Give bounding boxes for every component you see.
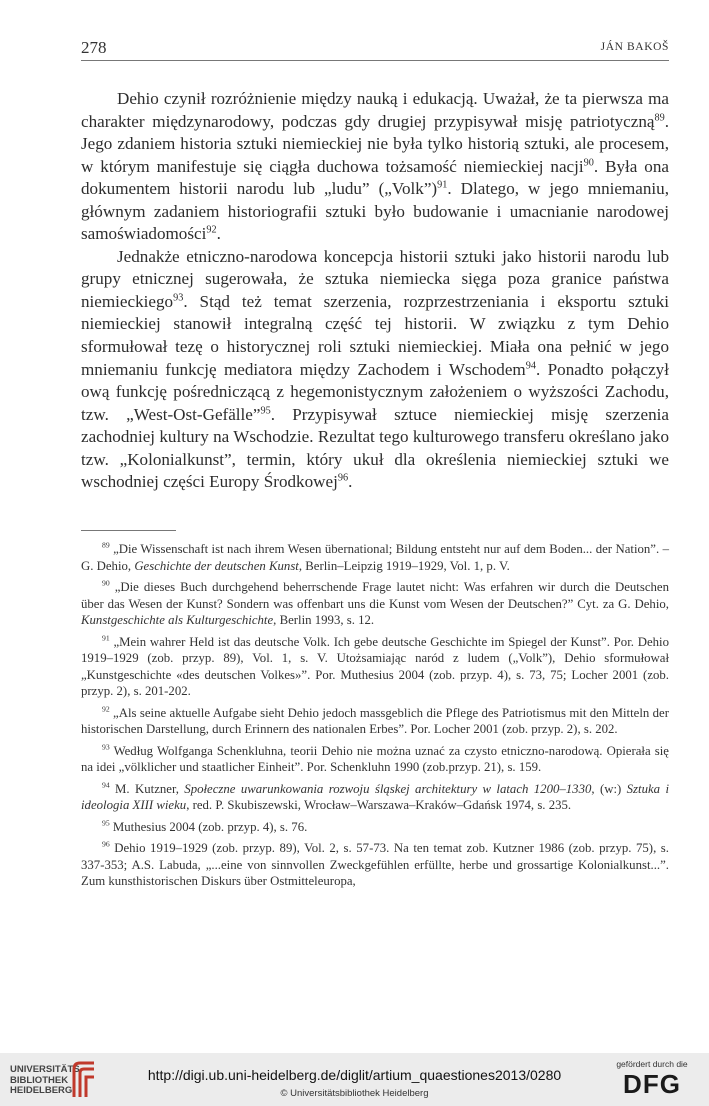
footnote-item: $^{93}$ Według Wolfganga Schenkluhna, teorii Dehio nie można uznać za czysto etniczno-narodową. Opierała się na idei „völklicher und staatlicher Einheit”. Por. Schenkluhn 1990 (zob.przyp. 21), s. 159. xyxy=(81,742,669,774)
paragraph-1: Dehio czynił rozróżnienie między nauką i edukacją. Uważał, że ta pierwsza ma charakter międzynarodowy, podczas gdy drugiej przypisywał misję patriotyczną$^{89}$. Jego zdaniem historia sztuki niemieckiej nie była tylko historią sztuki, ale procesem, w którym manifestuje się ciągła duchowa tożsamość niemieckiej nacji$^{90}$. Była ona dokumentem historii narodu lub „ludu” („Volk”)$^{91}$. Dlatego, w jego mniemaniu, głównym zadaniem historiografii sztuki było budowanie i umacnianie narodowej samoświadomości$^{92}$. xyxy=(81,89,669,244)
source-url-link[interactable]: http://digi.ub.uni-heidelberg.de/diglit/artium_quaestiones2013/0280 xyxy=(147,1067,562,1083)
running-head: JÁN BAKOŠ xyxy=(600,41,669,53)
footnote-item: $^{94}$ M. Kutzner, Społeczne uwarunkowania rozwoju śląskej architektury w latach 1200–1330, (w:) Sztuka i ideologia XIII wieku, red. P. Skubiszewski, Wrocław–Warszawa–Kraków–Gdańsk 1974, s. 235. xyxy=(81,780,670,812)
logo-line-1: UNIVERSITÄTS- xyxy=(10,1064,83,1075)
dfg-logo[interactable] xyxy=(607,1059,697,1103)
footer-bar xyxy=(0,1053,709,1106)
logo-line-2: BIBLIOTHEK xyxy=(10,1074,69,1086)
logo-line-3: HEIDELBERG xyxy=(10,1085,73,1096)
footnote-item: $^{92}$ „Als seine aktuelle Aufgabe sieht Dehio jedoch massgeblich die Pflege des Patriotismus mit den Mitteln der historischen Darstellung, durch Erinnern des nationalen Erbes”. Por. Locher 2001 (zob. przyp. 2), s. 202. xyxy=(81,704,669,736)
footnotes xyxy=(81,541,669,895)
main-text xyxy=(81,88,669,494)
paragraph-2: Jednakże etniczno-narodowa koncepcja historii sztuki jako historii narodu lub grupy etnicznej sugerowała, że sztuka niemiecka sięga poza granice państwa niemieckiego$^{93}$. Stąd też temat szerzenia, rozprzestrzeniania i eksportu sztuki niemieckiej stanowił integralną część tej historii. W związku z tym Dehio sformułował tezę o historycznej roli sztuki niemieckiej. Miała ona pełnić w jego mniemaniu funkcję mediatora między Zachodem i Wschodem$^{94}$. Ponadto połączył ową funkcję pośredniczącą z hegemonistycznym założeniem o wyższości Zachodu, tzw. „West-Ost-Gefälle”$^{95}$. Przypisywał sztuce niemieckiej misję szerzenia zachodniej kultury na Wschodzie. Rezultat tego kulturowego transferu określano jako tzw. „Kolonialkunst”, termin, który ukuł dla określenia niemieckiej sztuki we wschodniej części Europy Środkowej$^{96}$. xyxy=(81,246,669,492)
dfg-wordmark: DFG xyxy=(623,1069,681,1099)
footnote-item: $^{95}$ Muthesius 2004 (zob. przyp. 4), s. 76. xyxy=(102,818,308,834)
page-header xyxy=(81,38,669,61)
footnote-divider xyxy=(81,530,176,531)
footnote-item: $^{96}$ Dehio 1919–1929 (zob. przyp. 89), Vol. 2, s. 57-73. Na ten temat zob. Kutzner 1986 (zob. przyp. 75), s. 337-353; A.S. Labuda, „...eine von sinnvollen Zweckgefühlen erfüllte, herbe und grossartige Kolonialkunst...”. Zum kunsthistorischen Diskurs über Ostmitteleuropa, xyxy=(81,839,669,888)
dfg-caption: gefördert durch die xyxy=(616,1059,688,1069)
footnote-item: $^{91}$ „Mein wahrer Held ist das deutsche Volk. Ich gebe deutsche Geschichte im Spiegel der Kunst”. Por. Dehio 1919–1929 (zob. przyp. 89), Vol. 1, s. V. Utożsamiając naród z ludem („Volk”), Dehio sformułował „Kunstgeschichte «des deutschen Volkes»”. Por. Muthesius 2004 (zob. przyp. 4), s. 73, 75; Locher 2001 (zob. przyp. 2), s. 201-202. xyxy=(81,633,669,698)
footnote-item: $^{90}$ „Die dieses Buch durchgehend beherrschende Frage lautet nicht: Was erfahren wir durch die Deutschen über das Wesen der Kunst? Sondern was offenbart uns die Kunst vom Wesen der Deutschen?” Cyt. za G. Dehio, Kunstgeschichte als Kulturgeschichte, Berlin 1993, s. 12. xyxy=(81,578,669,627)
page-number: 278 xyxy=(81,38,107,57)
copyright-notice: © Universitätsbibliothek Heidelberg xyxy=(280,1088,429,1099)
footnote-item: $^{89}$ „Die Wissenschaft ist nach ihrem Wesen übernational; Bildung entsteht nur auf dem Boden... der Nation”. – G. Dehio, Geschichte der deutschen Kunst, Berlin–Leipzig 1919–1929, Vol. 1, p. V. xyxy=(81,540,669,573)
